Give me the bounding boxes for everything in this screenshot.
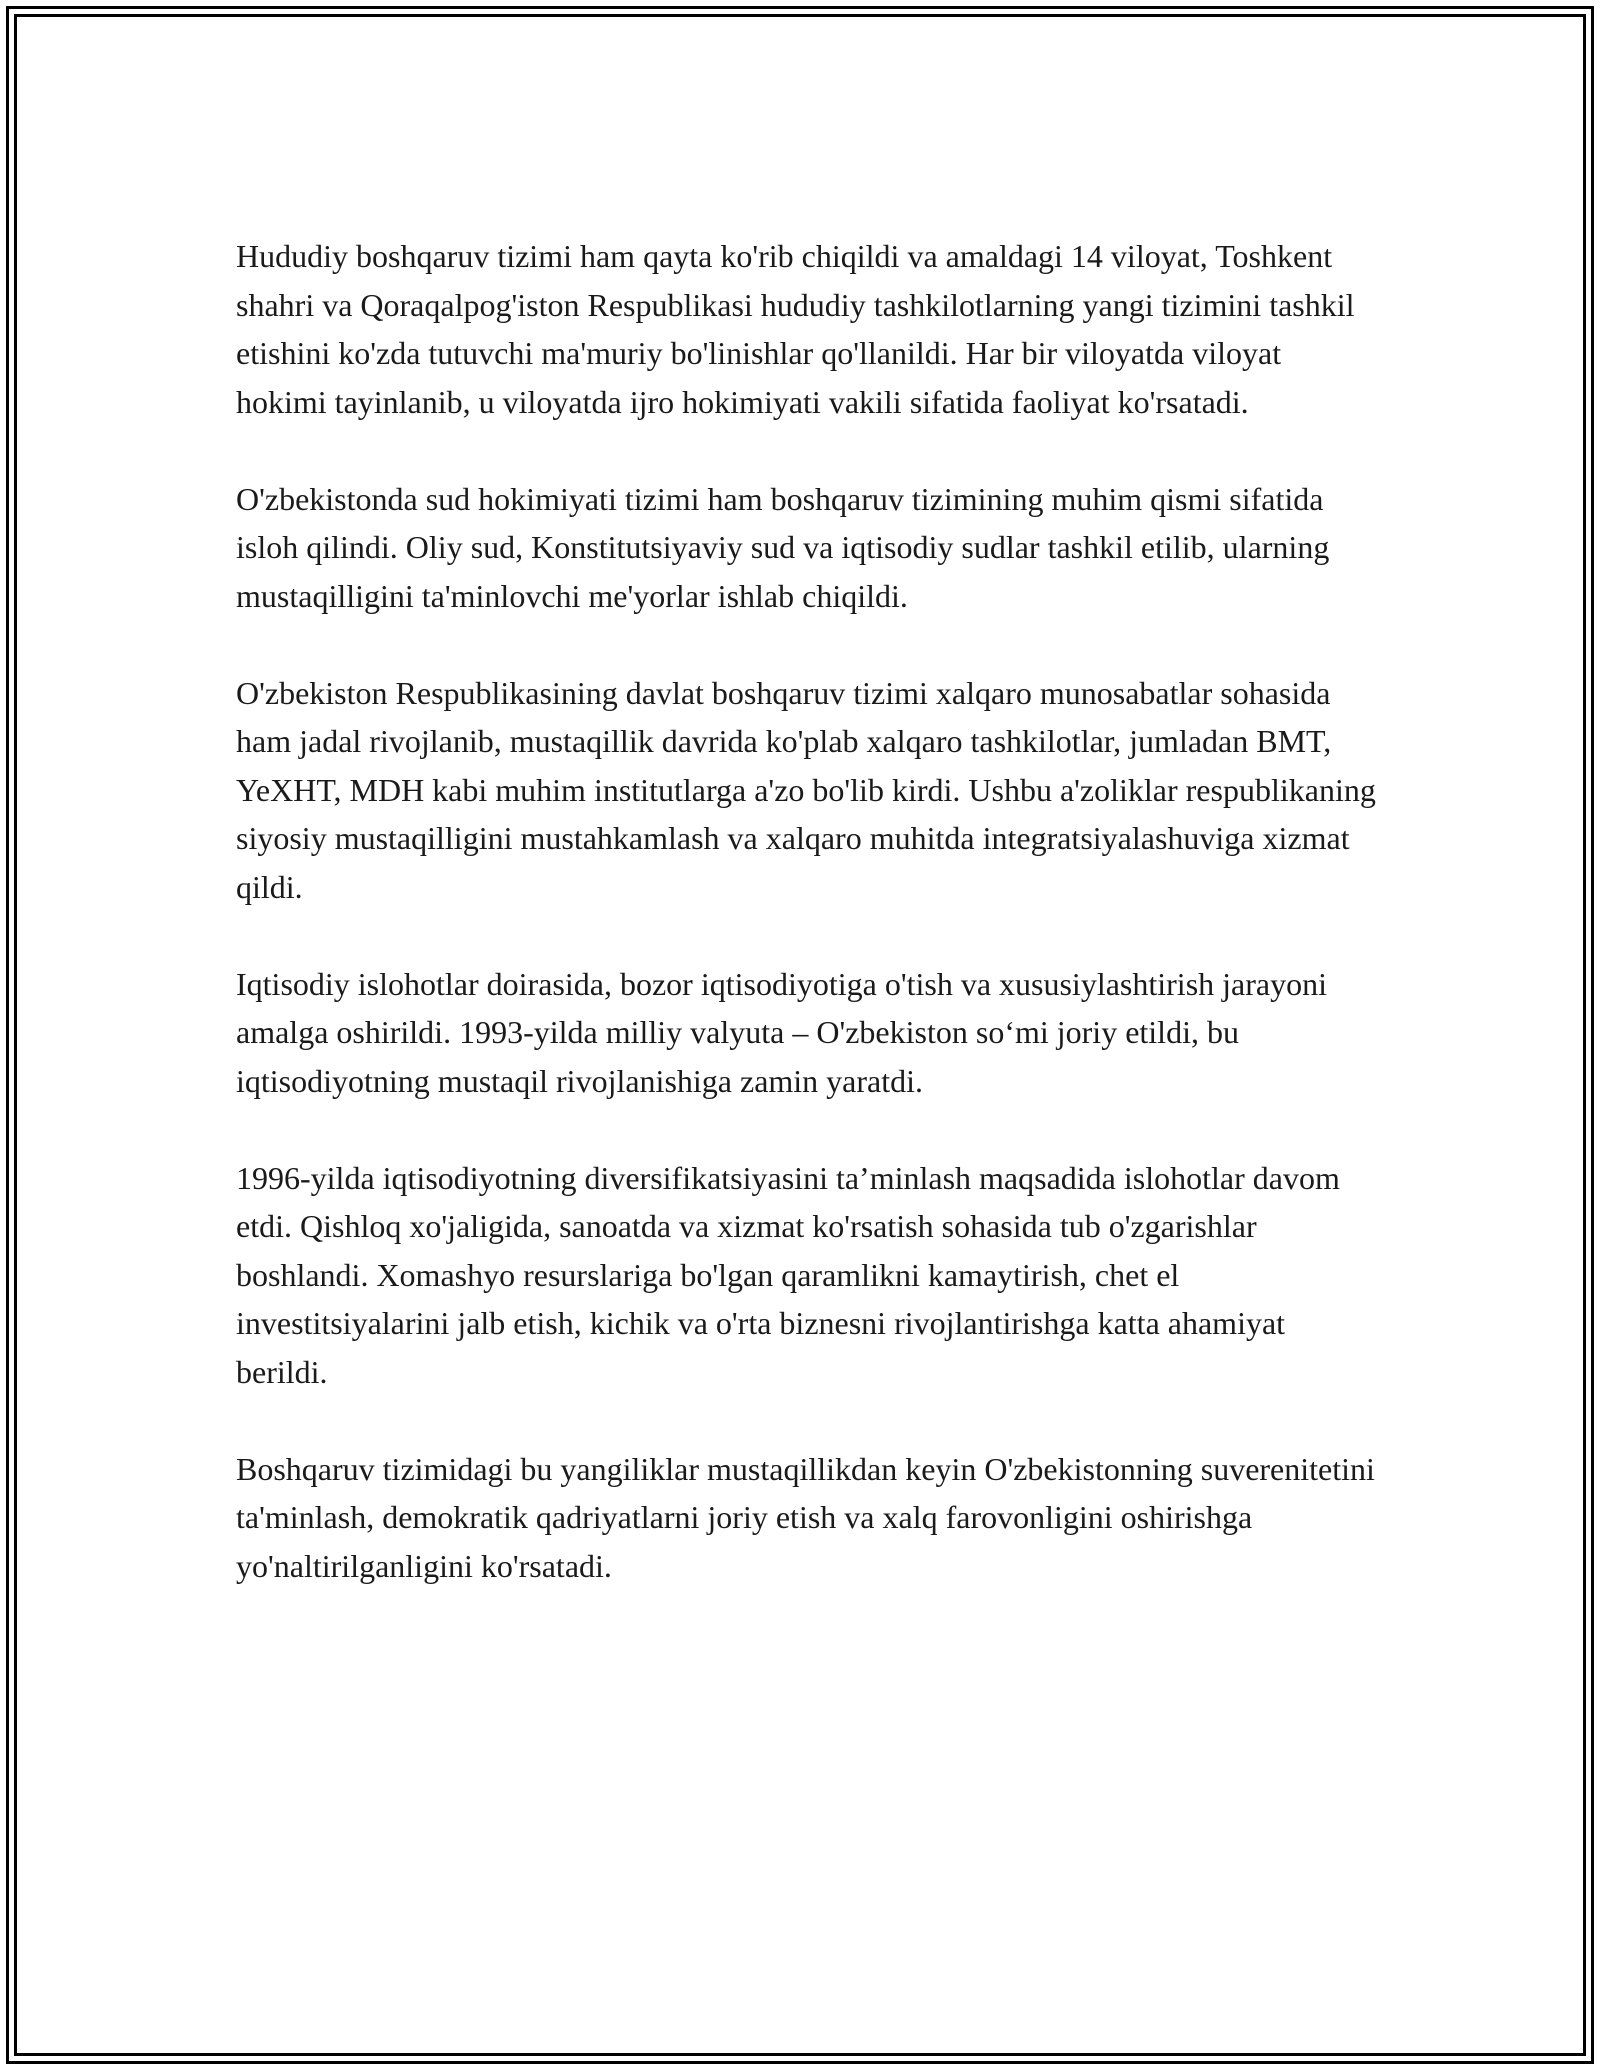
paragraph-judicial-reform: O'zbekistonda sud hokimiyati tizimi ham boshqaruv tizimining muhim qismi sifatida isloh qilindi. Oliy sud, Konstitutsiyaviy sud va iqtisodiy sudlar tashkil etilib, ularning mustaqilligini ta'minlovchi me'yorlar ishlab chiqildi.	[236, 480, 1330, 614]
paragraph-economic-reforms: Iqtisodiy islohotlar doirasida, bozor iqtisodiyotiga o'tish va xususiylashtirish jarayoni amalga oshirildi. 1993-yilda milliy valyuta – O'zbekiston so‘mi joriy etildi, bu iqtisodiyotning mustaqil rivojlanishiga zamin yaratdi.	[236, 965, 1327, 1099]
paragraph-conclusion: Boshqaruv tizimidagi bu yangiliklar mustaqillikdan keyin O'zbekistonning suverenitetini ta'minlash, demokratik qadriyatlarni joriy etish va xalq farovonligini oshirishga yo'naltirilganligini ko'rsatadi.	[236, 1450, 1375, 1584]
document-body	[236, 232, 1376, 1590]
paragraph-international-relations: O'zbekiston Respublikasining davlat boshqaruv tizimi xalqaro munosabatlar sohasida ham jadal rivojlanib, mustaqillik davrida ko'plab xalqaro tashkilotlar, jumladan BMT, YeXHT, MDH kabi muhim institutlarga a'zo bo'lib kirdi. Ushbu a'zoliklar respublikaning siyosiy mustaqilligini mustahkamlash va xalqaro muhitda integratsiyalashuviga xizmat qildi.	[236, 674, 1376, 905]
paragraph-regional-administration: Hududiy boshqaruv tizimi ham qayta ko'rib chiqildi va amaldagi 14 viloyat, Toshkent shahri va Qoraqalpog'iston Respublikasi hududiy tashkilotlarning yangi tizimini tashkil etishini ko'zda tutuvchi ma'muriy bo'linishlar qo'llanildi. Har bir viloyatda viloyat hokimi tayinlanib, u viloyatda ijro hokimiyati vakili sifatida faoliyat ko'rsatadi.	[236, 238, 1355, 420]
paragraph-diversification: 1996-yilda iqtisodiyotning diversifikatsiyasini ta’minlash maqsadida islohotlar davom etdi. Qishloq xo'jaligida, sanoatda va xizmat ko'rsatish sohasida tub o'zgarishlar boshlandi. Xomashyo resurslariga bo'lgan qaramlikni kamaytirish, chet el investitsiyalarini jalb etish, kichik va o'rta biznesni rivojlantirishga katta ahamiyat berildi.	[236, 1159, 1340, 1390]
